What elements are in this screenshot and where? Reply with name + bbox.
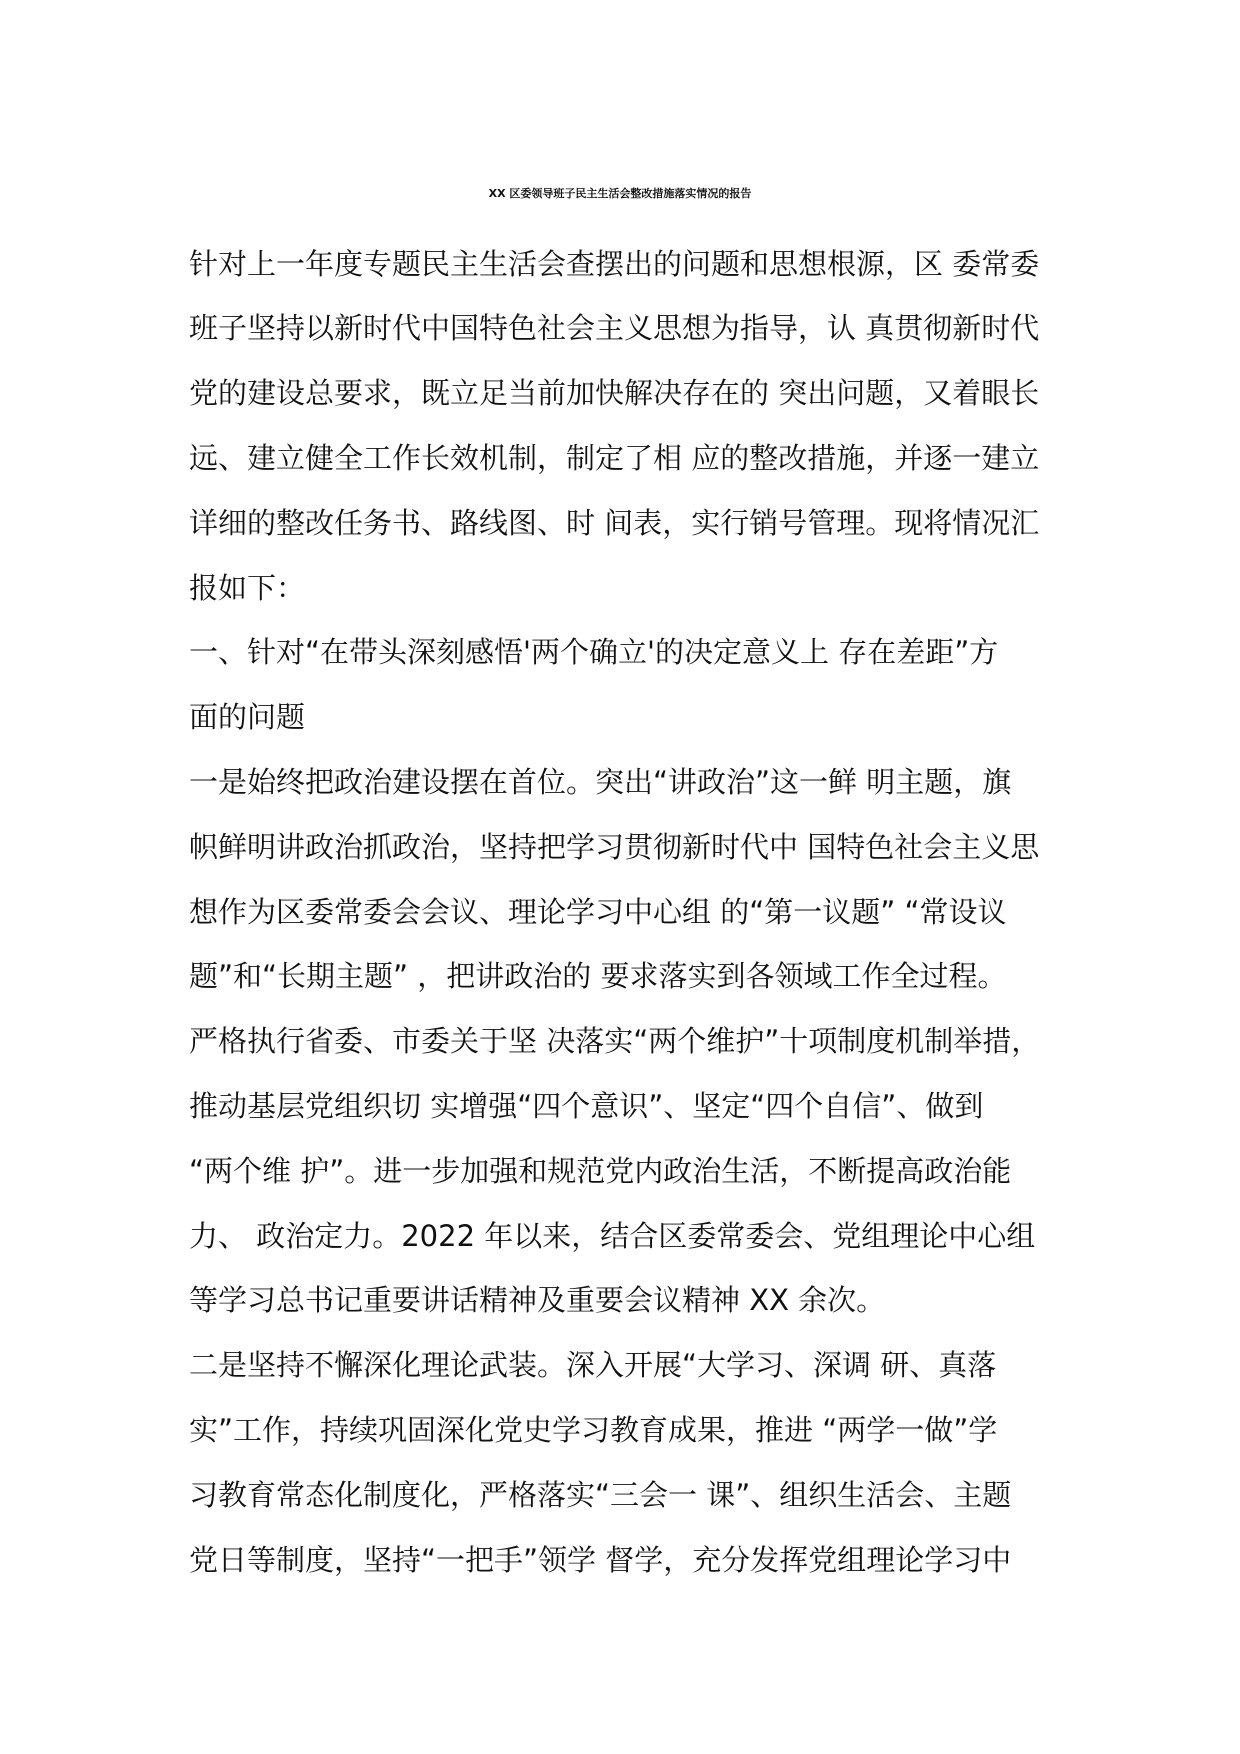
document-title: XX 区委领导班子民主生活会整改措施落实情况的报告 (488, 187, 752, 200)
body-line: 等学习总书记重要讲话精神及重要会议精神 XX 余次。 (189, 1283, 886, 1317)
body-line: 力、 政治定力。2022 年以来，结合区委常委会、党组理论中心组 (189, 1219, 1036, 1253)
body-line: 想作为区委常委会会议、理论学习中心组 的“第一议题” “常设议 (189, 895, 1007, 929)
body-line: 党的建设总要求，既立足当前加快解决存在的 突出问题，又着眼长 (189, 376, 1040, 410)
body-line: 实”工作，持续巩固深化党史学习教育成果，推进 “两学一做”学 (189, 1413, 998, 1447)
section-heading: 一、针对“在带头深刻感悟'两个确立'的决定意义上 存在差距”方 (189, 635, 999, 669)
body-line: 详细的整改任务书、路线图、时 间表，实行销号管理。现将情况汇 (189, 506, 1040, 540)
body-line: 党日等制度，坚持“一把手”领学 督学，充分发挥党组理论学习中 (189, 1543, 1012, 1577)
body-line: 帜鲜明讲政治抓政治，坚持把学习贯彻新时代中 国特色社会主义思 (189, 830, 1040, 864)
body-line: 远、建立健全工作长效机制，制定了相 应的整改措施，并逐一建立 (189, 441, 1040, 475)
body-line: 习教育常态化制度化，严格落实“三会一 课”、组织生活会、主题 (189, 1478, 1012, 1512)
body-line: “两个维 护”。进一步加强和规范党内政治生活，不断提高政治能 (189, 1154, 1012, 1188)
section-heading: 面的问题 (189, 700, 306, 734)
body-line: 二是坚持不懈深化理论武装。深入开展“大学习、深调 研、真落 (189, 1348, 997, 1382)
body-line: 推动基层党组织切 实增强“四个意识”、坚定“四个自信”、做到 (189, 1089, 984, 1123)
body-line: 班子坚持以新时代中国特色社会主义思想为指导，认 真贯彻新时代 (189, 311, 1040, 345)
body-line: 题”和“长期主题” ，把讲政治的 要求落实到各领域工作全过程。 (189, 959, 1007, 993)
body-line: 一是始终把政治建设摆在首位。突出“讲政治”这一鲜 明主题，旗 (189, 765, 1012, 799)
body-line: 严格执行省委、市委关于坚 决落实“两个维护”十项制度机制举措， (189, 1024, 1041, 1058)
body-line: 报如下： (189, 571, 306, 605)
body-line: 针对上一年度专题民主生活会查摆出的问题和思想根源，区 委常委 (189, 247, 1040, 281)
